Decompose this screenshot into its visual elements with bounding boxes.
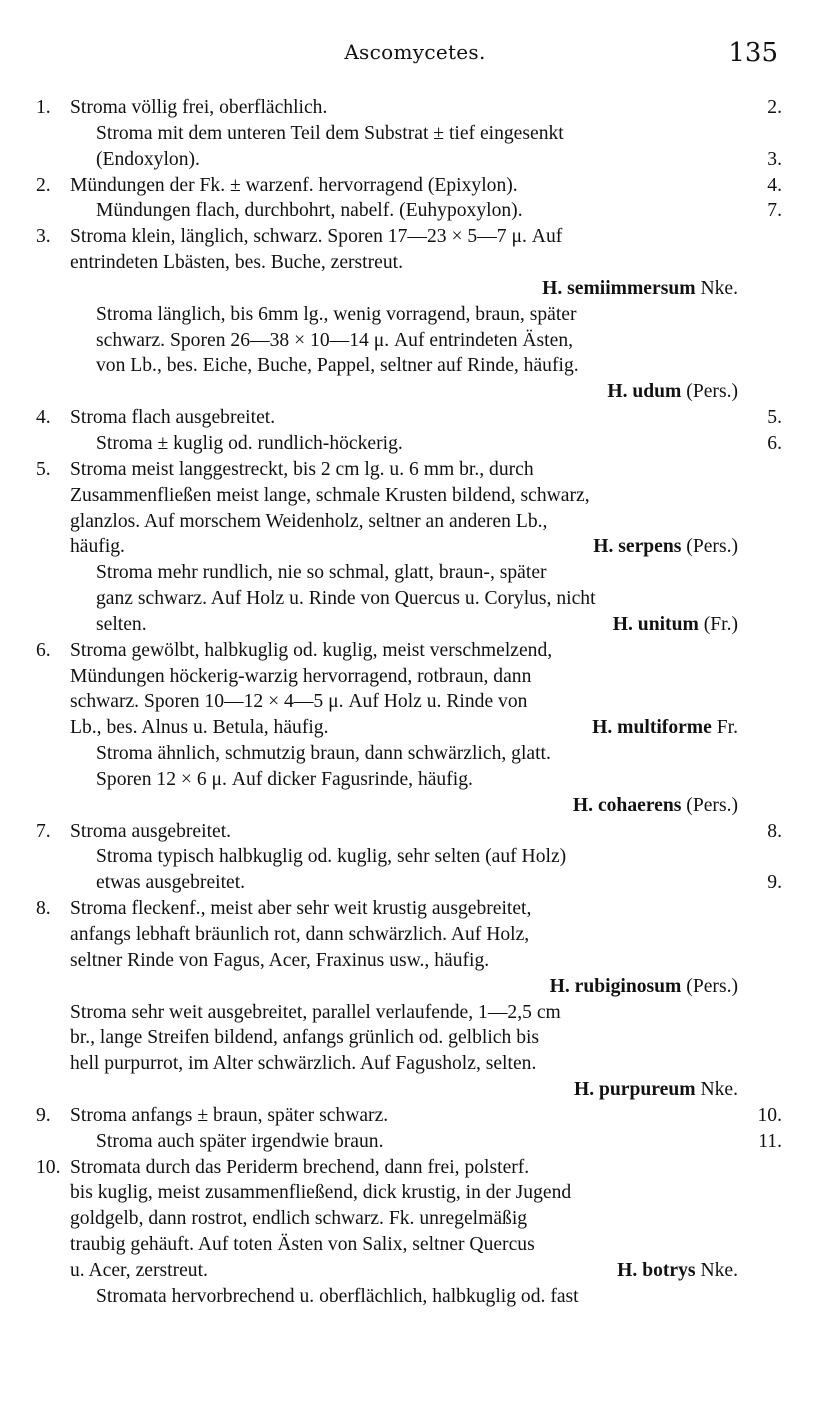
- key-entry: [36, 741, 788, 819]
- species-author: Fr.: [716, 717, 738, 739]
- species-name: [617, 1258, 738, 1284]
- couplet-number: 5.: [36, 458, 51, 480]
- text-line: Stroma länglich, bis 6mm lg., wenig vorragend, braun, später: [96, 303, 577, 325]
- species-author: Nke.: [700, 277, 738, 299]
- species-author: (Pers.): [686, 536, 738, 558]
- key-entry: [36, 457, 788, 560]
- key-entry: [36, 198, 788, 224]
- key-entry: [36, 121, 788, 173]
- couplet-reference: 3.: [767, 148, 782, 170]
- species-binomial: H. udum: [607, 381, 682, 403]
- species-binomial: H. rubiginosum: [549, 975, 682, 997]
- key-entry: [36, 224, 788, 302]
- key-text: [36, 95, 788, 1310]
- key-entry: [36, 844, 788, 896]
- text-line: selten. H. unitum (Fr.): [96, 612, 788, 638]
- couplet-number: 2.: [36, 174, 51, 196]
- couplet-number: 9.: [36, 1104, 51, 1126]
- text-line: Stroma auch später irgendwie braun.: [96, 1130, 384, 1152]
- key-entry: [36, 1000, 788, 1103]
- couplet-reference: 9.: [767, 872, 782, 894]
- species-author: Nke.: [700, 1079, 738, 1101]
- species-author: (Pers.): [686, 381, 738, 403]
- text-line: Stroma ausgebreitet.: [70, 820, 232, 842]
- text-line: hell purpurrot, im Alter schwärzlich. Auf Fagusholz, selten.: [70, 1053, 537, 1075]
- couplet-number: 1.: [36, 97, 51, 118]
- text-line: häufig. H. serpens (Pers.): [70, 534, 788, 560]
- key-entry: [36, 1129, 788, 1155]
- text-line: Mündungen flach, durchbohrt, nabelf. (Euhypoxylon).: [96, 200, 523, 222]
- species-binomial: H. purpureum: [573, 1079, 696, 1101]
- text-line: Stromata hervorbrechend u. oberflächlich, halbkuglig od. fast: [96, 1285, 579, 1307]
- key-entry: [36, 302, 788, 405]
- couplet-number: 3.: [36, 226, 51, 248]
- text-line: traubig gehäuft. Auf toten Ästen von Salix, seltner Quercus: [70, 1234, 535, 1256]
- text-line: etwas ausgebreitet.: [96, 872, 246, 894]
- key-entry: [36, 1103, 788, 1129]
- text-line: Stromata durch das Periderm brechend, dann frei, polsterf.: [70, 1156, 530, 1178]
- species-author: Nke.: [700, 1259, 738, 1281]
- couplet-reference: 7.: [767, 200, 782, 222]
- text-line: u. Acer, zerstreut. H. botrys Nke.: [70, 1258, 788, 1284]
- text-line: anfangs lebhaft bräunlich rot, dann schwärzlich. Auf Holz,: [70, 924, 530, 945]
- page-number: 135: [728, 38, 778, 68]
- key-entry: [36, 1155, 788, 1284]
- species-author: (Fr.): [703, 613, 738, 635]
- text-line: Stroma meist langgestreckt, bis 2 cm lg. u. 6 mm br., durch: [70, 458, 534, 480]
- text-line: goldgelb, dann rostrot, endlich schwarz. Fk. unregelmäßig: [70, 1208, 528, 1230]
- species-name: [70, 1077, 788, 1103]
- text-line: br., lange Streifen bildend, anfangs grünlich od. gelblich bis: [70, 1027, 540, 1049]
- species-binomial: H. semiimmersum: [542, 277, 696, 299]
- species-binomial: H. botrys: [617, 1259, 696, 1281]
- text-line: Stroma mit dem unteren Teil dem Substrat ± tief eingesenkt: [96, 122, 564, 144]
- species-author: (Pers.): [686, 975, 738, 997]
- text-line: Mündungen höckerig-warzig hervorragend, rotbraun, dann: [70, 665, 532, 687]
- text-line: Stroma typisch halbkuglig od. kuglig, sehr selten (auf Holz): [96, 846, 567, 868]
- text-line: Stroma gewölbt, halbkuglig od. kuglig, meist verschmelzend,: [70, 639, 553, 661]
- species-binomial: H. unitum: [612, 613, 699, 635]
- couplet-number: 10.: [36, 1156, 61, 1178]
- text-line: schwarz. Sporen 10—12 × 4—5 μ. Auf Holz u. Rinde von: [70, 691, 528, 713]
- species-name: [96, 379, 788, 405]
- text-line: Mündungen der Fk. ± warzenf. hervorragend (Epixylon).: [70, 174, 518, 196]
- text-line: (Endoxylon).: [96, 148, 200, 170]
- species-name: [70, 276, 788, 302]
- species-author: (Pers.): [686, 794, 738, 816]
- key-entry: [36, 819, 788, 845]
- text-line: Lb., bes. Alnus u. Betula, häufig. H. multiforme Fr.: [70, 715, 788, 741]
- text-line: Stroma sehr weit ausgebreitet, parallel verlaufende, 1—2,5 cm: [70, 1001, 561, 1023]
- key-entry: [36, 173, 788, 199]
- couplet-number: 7.: [36, 820, 51, 842]
- text-line: seltner Rinde von Fagus, Acer, Fraxinus usw., häufig.: [70, 949, 490, 971]
- key-entry: [36, 431, 788, 457]
- key-entry: [36, 1284, 788, 1310]
- species-binomial: H. cohaerens: [572, 794, 682, 816]
- text-line: Stroma klein, länglich, schwarz. Sporen 17—23 × 5—7 μ. Auf: [70, 226, 563, 248]
- key-entry: [36, 896, 788, 999]
- running-header: Ascomycetes.: [344, 40, 486, 64]
- key-entry: [36, 560, 788, 638]
- text-line: glanzlos. Auf morschem Weidenholz, seltner an anderen Lb.,: [70, 510, 548, 532]
- species-binomial: H. serpens: [593, 536, 682, 558]
- couplet-reference: 10.: [757, 1104, 782, 1126]
- species-binomial: H. multiforme: [592, 717, 712, 739]
- text-line: entrindeten Lbästen, bes. Buche, zerstreut.: [70, 252, 403, 274]
- text-line: Stroma mehr rundlich, nie so schmal, glatt, braun-, später: [96, 562, 547, 584]
- species-name: [96, 793, 788, 819]
- text-line: schwarz. Sporen 26—38 × 10—14 μ. Auf entrindeten Ästen,: [96, 329, 574, 351]
- couplet-reference: 6.: [767, 432, 782, 454]
- key-entry: [36, 638, 788, 741]
- couplet-reference: 2.: [767, 97, 782, 118]
- couplet-number: 4.: [36, 407, 51, 429]
- text-line: bis kuglig, meist zusammenfließend, dick krustig, in der Jugend: [70, 1182, 572, 1204]
- couplet-number: 8.: [36, 898, 51, 920]
- text-line: Stroma flach ausgebreitet.: [70, 407, 276, 429]
- text-line: Stroma ähnlich, schmutzig braun, dann schwärzlich, glatt.: [96, 743, 551, 765]
- text-line: Stroma anfangs ± braun, später schwarz.: [70, 1104, 389, 1126]
- text-line: Stroma völlig frei, oberflächlich.: [70, 97, 328, 118]
- species-name: [592, 715, 738, 741]
- species-name: [593, 534, 738, 560]
- couplet-number: 6.: [36, 639, 51, 661]
- text-line: von Lb., bes. Eiche, Buche, Pappel, seltner auf Rinde, häufig.: [96, 355, 579, 377]
- text-line: Sporen 12 × 6 μ. Auf dicker Fagusrinde, häufig.: [96, 768, 473, 790]
- key-entry: [36, 95, 788, 121]
- text-line: ganz schwarz. Auf Holz u. Rinde von Quercus u. Corylus, nicht: [96, 588, 596, 610]
- key-entry: [36, 405, 788, 431]
- text-line: Zusammenfließen meist lange, schmale Krusten bildend, schwarz,: [70, 484, 590, 506]
- couplet-reference: 8.: [767, 820, 782, 842]
- couplet-reference: 11.: [758, 1130, 782, 1152]
- text-line: Stroma fleckenf., meist aber sehr weit krustig ausgebreitet,: [70, 898, 532, 920]
- text-line: Stroma ± kuglig od. rundlich-höckerig.: [96, 432, 403, 454]
- couplet-reference: 5.: [767, 407, 782, 429]
- species-name: [613, 612, 738, 638]
- couplet-reference: 4.: [767, 174, 782, 196]
- species-name: [70, 974, 788, 1000]
